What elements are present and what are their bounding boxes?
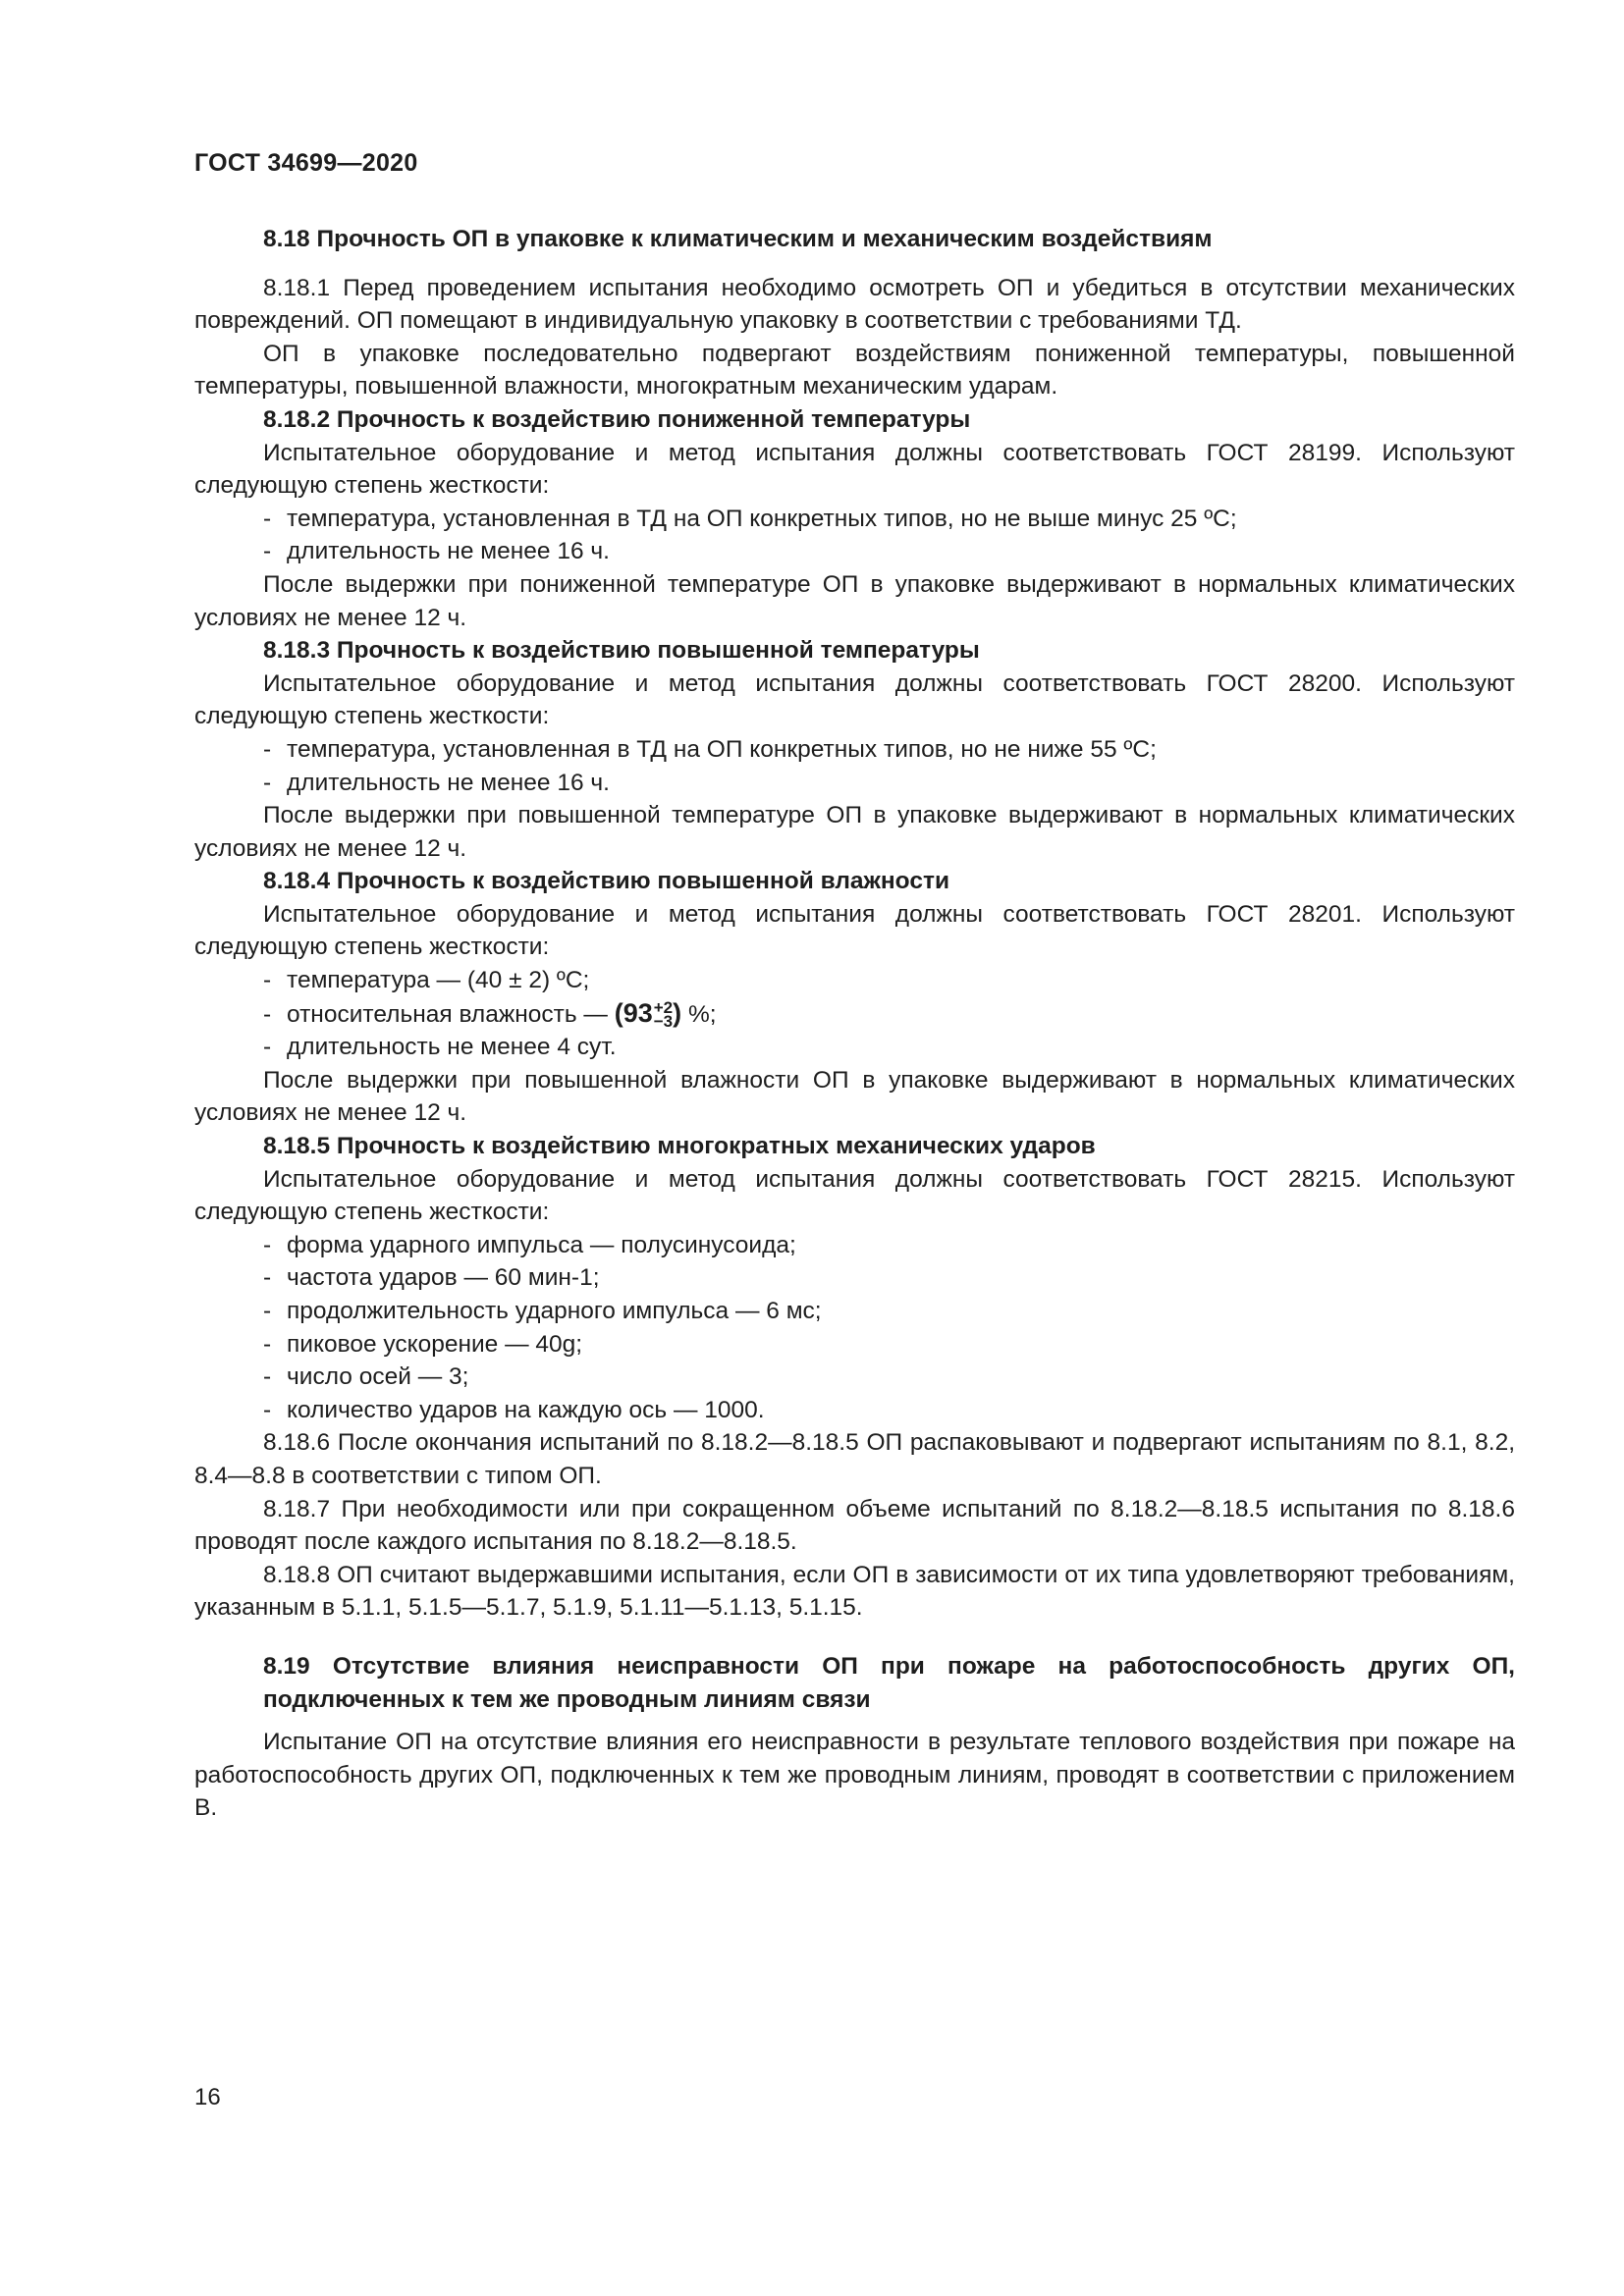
section-heading-8-18: 8.18 Прочность ОП в упаковке к климатическим и механическим воздействиям <box>263 226 1213 252</box>
paragraph-8-18-8: 8.18.8 ОП считают выдержавшими испытания, если ОП в зависимости от их типа удовлетворяют требованиям, указанным в 5.1.1, 5.1.5—5.1.7, 5.1.9, 5.1.11—5.1.13, 5.1.15. <box>194 1561 1515 1622</box>
paragraph-8-18-4-intro: Испытательное оборудование и метод испытания должны соответствовать ГОСТ 28201. Используют следующую степень жесткости: <box>194 900 1515 961</box>
section-heading-8-19: 8.19 Отсутствие влияния неисправности ОП при пожаре на работоспособность других ОП, подключенных к тем же проводным линиям связи <box>263 1652 1515 1713</box>
paragraph-8-18-2-intro: Испытательное оборудование и метод испытания должны соответствовать ГОСТ 28199. Используют следующую степень жесткости: <box>194 439 1515 500</box>
section-spacer <box>194 1625 1515 1650</box>
subsection-heading-8-18-5: 8.18.5 Прочность к воздействию многократных механических ударов <box>263 1133 1096 1160</box>
list-item: - длительность не менее 16 ч. <box>263 538 610 565</box>
page-number: 16 <box>194 2084 221 2110</box>
paragraph-8-18-1-cont: ОП в упаковке последовательно подвергают воздействиям пониженной температуры, повышенной температуры, повышенной влажности, многократным механическим ударам. <box>194 340 1515 400</box>
paragraph-8-19: Испытание ОП на отсутствие влияния его неисправности в результате теплового воздействия при пожаре на работоспособность других ОП, подключенных к тем же проводным линиям, проводят в соответствии с приложением В. <box>194 1729 1515 1822</box>
paragraph-8-18-3-intro: Испытательное оборудование и метод испытания должны соответствовать ГОСТ 28200. Используют следующую степень жесткости: <box>194 669 1515 730</box>
paragraph-8-18-6: 8.18.6 После окончания испытаний по 8.18.2—8.18.5 ОП распаковывают и подвергают испытаниям по 8.1, 8.2, 8.4—8.8 в соответствии с типом ОП. <box>194 1429 1515 1489</box>
list-item: - продолжительность ударного импульса — 6 мс; <box>263 1298 822 1324</box>
list-item: - длительность не менее 4 сут. <box>263 1034 617 1061</box>
list-item: - количество ударов на каждую ось — 1000. <box>263 1396 765 1423</box>
paragraph-8-18-2-after: После выдержки при пониженной температуре ОП в упаковке выдерживают в нормальных климатических условиях не менее 12 ч. <box>194 570 1515 631</box>
standard-header: ГОСТ 34699—2020 <box>194 149 418 177</box>
list-item: - пиковое ускорение — 40g; <box>263 1330 583 1358</box>
list-item-humidity: - относительная влажность — (93 +2 −3 ) %; <box>263 997 717 1032</box>
paragraph-8-18-4-after: После выдержки при повышенной влажности ОП в упаковке выдерживают в нормальных климатических условиях не менее 12 ч. <box>194 1066 1515 1127</box>
list-item: - число осей — 3; <box>263 1363 469 1391</box>
document-body <box>194 221 1515 1825</box>
humidity-tolerance: +2 −3 <box>653 998 674 1032</box>
list-item: - форма ударного импульса — полусинусоида; <box>263 1231 796 1258</box>
list-item: - температура — (40 ± 2) ºС; <box>263 967 590 994</box>
paragraph-8-18-7: 8.18.7 При необходимости или при сокращенном объеме испытаний по 8.18.2—8.18.5 испытания по 8.18.6 проводят после каждого испытания по 8.18.2—8.18.5. <box>194 1495 1515 1556</box>
list-item: - длительность не менее 16 ч. <box>263 769 610 796</box>
list-item: - частота ударов — 60 мин-1; <box>263 1264 600 1292</box>
paragraph-8-18-1: 8.18.1 Перед проведением испытания необходимо осмотреть ОП и убедиться в отсутствии механических повреждений. ОП помещают в индивидуальную упаковку в соответствии с требованиями ТД. <box>194 274 1515 335</box>
list-item: - температура, установленная в ТД на ОП конкретных типов, но не ниже 55 ºС; <box>263 735 1157 763</box>
section-spacer <box>194 1716 1515 1726</box>
subsection-heading-8-18-4: 8.18.4 Прочность к воздействию повышенной влажности <box>263 868 950 895</box>
list-item: - температура, установленная в ТД на ОП конкретных типов, но не выше минус 25 ºС; <box>263 505 1237 532</box>
subsection-heading-8-18-3: 8.18.3 Прочность к воздействию повышенной температуры <box>263 637 980 665</box>
paragraph-8-18-3-after: После выдержки при повышенной температуре ОП в упаковке выдерживают в нормальных климатических условиях не менее 12 ч. <box>194 802 1515 862</box>
paragraph-8-18-5-intro: Испытательное оборудование и метод испытания должны соответствовать ГОСТ 28215. Используют следующую степень жесткости: <box>194 1165 1515 1226</box>
subsection-heading-8-18-2: 8.18.2 Прочность к воздействию пониженной температуры <box>263 405 971 433</box>
humidity-value: (93 <box>614 997 653 1028</box>
